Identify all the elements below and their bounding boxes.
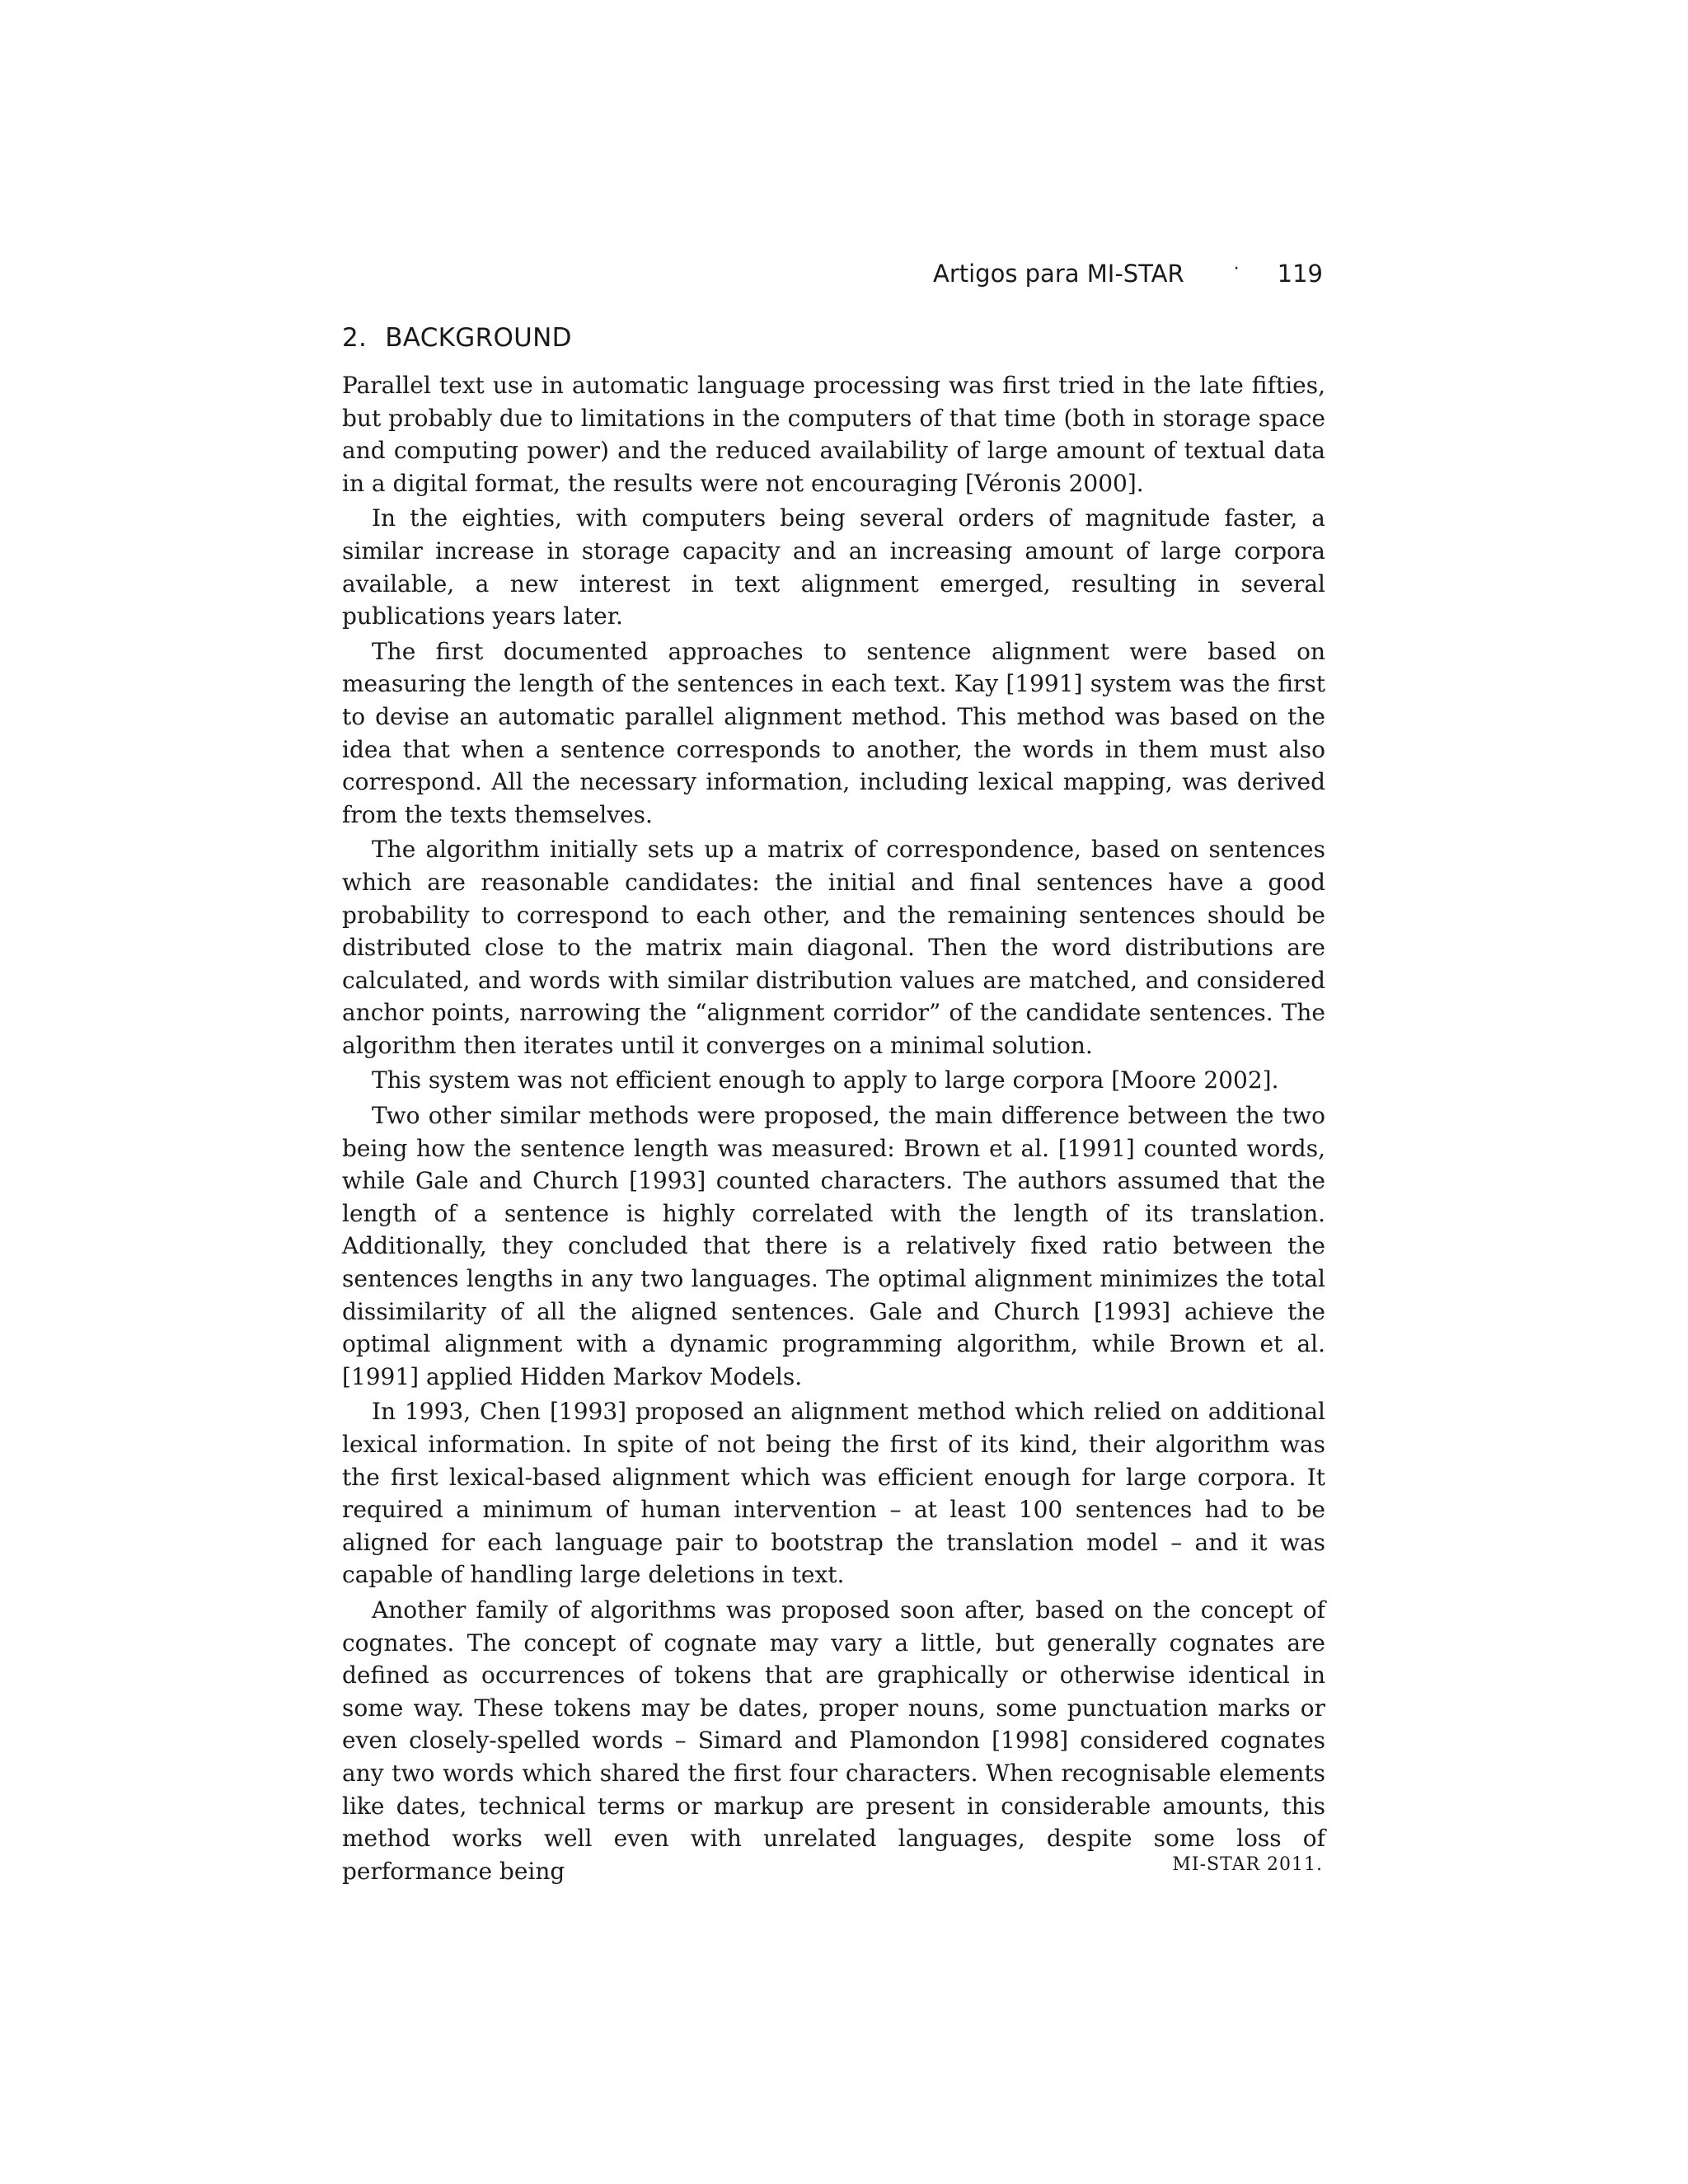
paragraph-7: In 1993, Chen [1993] proposed an alignment method which relied on additional lexical information. In spite of not being the first of its kind, their algorithm was the first lexical-based alignment which was efficient enough for large corpora. It required a minimum of human intervention – at least 100 sentences had to be aligned for each language pair to bootstrap the translation model – and it was capable of handling large deletions in text. bbox=[342, 1398, 1325, 1589]
paragraph-6: Two other similar methods were proposed, the main difference between the two being how the sentence length was measured: Brown et al. [1991] counted words, while Gale and Church [1993] counted characters. The authors assumed that the length of a sentence is highly correlated with the length of its translation. Additionally, they concluded that there is a relatively fixed ratio between the sentences lengths in any two languages. The optimal alignment minimizes the total dissimilarity of all the aligned sentences. Gale and Church [1993] achieve the optimal alignment with a dynamic programming algorithm, while Brown et al. [1991] applied Hidden Markov Models. bbox=[342, 1102, 1325, 1390]
page-footer: MI-STAR 2011. bbox=[1172, 1854, 1323, 1875]
paragraph-4: The algorithm initially sets up a matrix of correspondence, based on sentences which are reasonable candidates: the initial and final sentences have a good probability to correspond to each other, and the remaining sentences should be distributed close to the matrix main diagonal. Then the word distributions are calculated, and words with similar distribution values are matched, and considered anchor points, narrowing the “alignment corridor” of the candidate sentences. The algorithm then iterates until it converges on a minimal solution. bbox=[342, 836, 1325, 1059]
section-heading bbox=[342, 323, 572, 353]
paragraph-5: This system was not efficient enough to apply to large corpora [Moore 2002]. bbox=[372, 1066, 1279, 1094]
section-number: 2. bbox=[342, 323, 368, 353]
page-number: 119 bbox=[1277, 260, 1323, 288]
paragraph-8: Another family of algorithms was proposed soon after, based on the concept of cognates. The concept of cognate may vary a little, but generally cognates are defined as occurrences of tokens that are graphically or otherwise identical in some way. These tokens may be dates, proper nouns, some punctuation marks or even closely-spelled words – Simard and Plamondon [1998] considered cognates any two words which shared the first four characters. When recognisable elements like dates, technical terms or markup are present in considerable amounts, this method works well even with unrelated languages, despite some loss of performance being bbox=[342, 1596, 1325, 1885]
section-title: BACKGROUND bbox=[385, 323, 572, 353]
paragraph-1: Parallel text use in automatic language processing was first tried in the late fifties, but probably due to limitations in the computers of that time (both in storage space and computing power) and the reduced availability of large amount of textual data in a digital format, the results were not encouraging [Véronis 2000]. bbox=[342, 372, 1325, 497]
body-text bbox=[342, 369, 1325, 1890]
running-header bbox=[342, 255, 1323, 292]
running-title: Artigos para MI-STAR bbox=[932, 260, 1184, 288]
paragraph-3: The first documented approaches to sentence alignment were based on measuring the length of the sentences in each text. Kay [1991] system was the first to devise an automatic parallel alignment method. This method was based on the idea that when a sentence corresponds to another, the words in them must also correspond. All the necessary information, including lexical mapping, was derived from the texts themselves. bbox=[342, 637, 1325, 828]
paragraph-2: In the eighties, with computers being several orders of magnitude faster, a similar increase in storage capacity and an increasing amount of large corpora available, a new interest in text alignment emerged, resulting in several publications years later. bbox=[342, 504, 1325, 630]
header-separator: · bbox=[1233, 258, 1240, 279]
